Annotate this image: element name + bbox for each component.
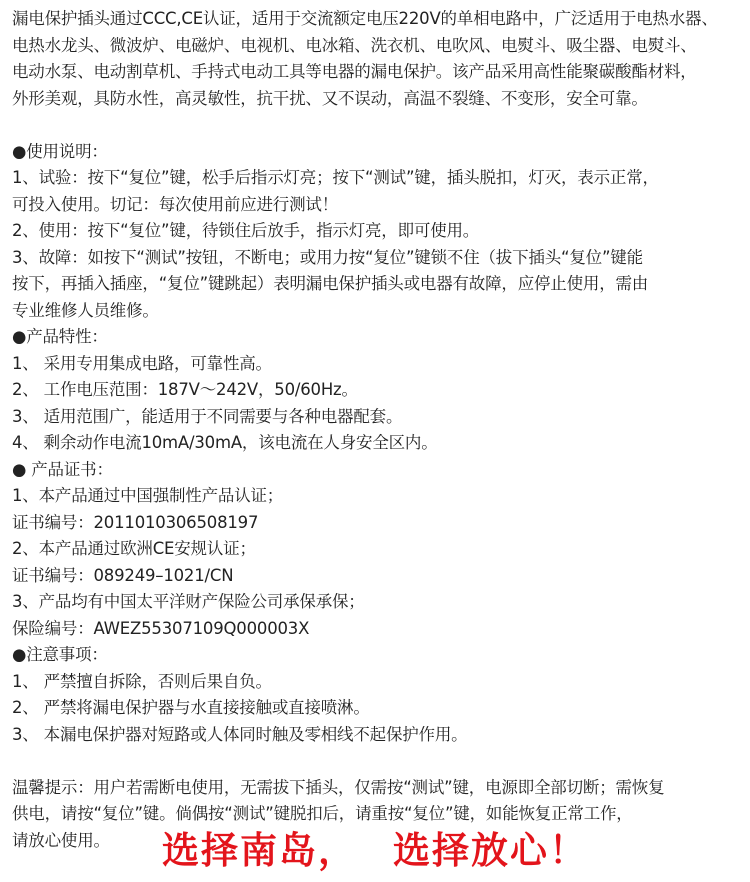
slogan-part-1: 选择南岛， bbox=[162, 829, 357, 872]
intro-line: 电热水龙头、微波炉、电磁炉、电视机、电冰箱、洗衣机、电吹风、电熨斗、吸尘器、电熨斗、 bbox=[12, 35, 697, 55]
usage-heading: ●使用说明： bbox=[12, 141, 108, 161]
usage-line: 可投入使用。切记：每次使用前应进行测试！ bbox=[12, 194, 339, 214]
features-heading: ●产品特性： bbox=[12, 327, 108, 346]
usage-line: 专业维修人员维修。 bbox=[12, 300, 159, 320]
usage-line: 3、故障：如按下“测试”按钮，不断电；或用力按“复位”键锁不住（拔下插头“复位”键能 bbox=[12, 247, 643, 267]
intro-line: 漏电保护插头通过CCC,CE认证，适用于交流额定电压220V的单相电路中，广泛适用于电热水器、 bbox=[12, 9, 718, 28]
notes-section bbox=[12, 642, 742, 748]
note-item: 2、 严禁将漏电保护器与水直接接触或直接喷淋。 bbox=[12, 698, 370, 717]
certificate-line: 证书编号：2011010306508197 bbox=[12, 512, 259, 532]
spacer bbox=[12, 112, 742, 139]
usage-line: 1、试验：按下“复位”键，松手后指示灯亮；按下“测试”键，插头脱扣，灯灭，表示正常， bbox=[12, 168, 659, 187]
certificate-line: 1、本产品通过中国强制性产品认证； bbox=[12, 486, 284, 505]
certificate-line: 保险编号：AWEZ55307109Q000003X bbox=[12, 618, 310, 638]
notes-heading: ●注意事项： bbox=[12, 645, 108, 664]
certificates-heading: ● 产品证书： bbox=[12, 459, 113, 479]
feature-item: 1、 采用专用集成电路，可靠性高。 bbox=[12, 353, 272, 373]
tip-line: 供电，请按“复位”键。倘偶按“测试”键脱扣后，请重按“复位”键，如能恢复正常工作， bbox=[12, 804, 633, 823]
usage-line: 2、使用：按下“复位”键，待锁住后放手，指示灯亮，即可使用。 bbox=[12, 221, 480, 240]
brand-slogan bbox=[0, 826, 750, 876]
intro-line: 外形美观，具防水性，高灵敏性，抗干扰、又不误动，高温不裂缝、不变形，安全可靠。 bbox=[12, 88, 648, 108]
product-instructions bbox=[12, 6, 742, 854]
certificates-section bbox=[12, 457, 742, 643]
usage-section bbox=[12, 139, 742, 325]
certificate-line: 2、本产品通过欧洲CE安规认证； bbox=[12, 539, 256, 558]
intro-paragraph bbox=[12, 6, 742, 112]
intro-line: 电动水泵、电动割草机、手持式电动工具等电器的漏电保护。该产品采用高性能聚碳酸酯材料， bbox=[12, 62, 697, 81]
tip-line: 请放心使用。 bbox=[12, 830, 110, 850]
features-section bbox=[12, 324, 742, 457]
note-item: 3、 本漏电保护器对短路或人体同时触及零相线不起保护作用。 bbox=[12, 724, 468, 744]
feature-item: 3、 适用范围广，能适用于不同需要与各种电器配套。 bbox=[12, 406, 403, 426]
feature-item: 2、 工作电压范围：187V～242V，50/60Hz。 bbox=[12, 380, 358, 399]
slogan-part-2: 选择放心！ bbox=[393, 829, 588, 872]
note-item: 1、 严禁擅自拆除，否则后果自负。 bbox=[12, 671, 272, 691]
tip-line: 温馨提示：用户若需断电使用，无需拔下插头，仅需按“测试”键，电源即全部切断；需恢复 bbox=[12, 777, 665, 797]
certificate-line: 证书编号：089249–1021/CN bbox=[12, 565, 234, 585]
usage-line: 按下，再插入插座，“复位”键跳起）表明漏电保护插头或电器有故障，应停止使用，需由 bbox=[12, 274, 649, 293]
feature-item: 4、 剩余动作电流10mA/30mA，该电流在人身安全区内。 bbox=[12, 433, 438, 452]
spacer bbox=[12, 748, 742, 775]
certificate-line: 3、产品均有中国太平洋财产保险公司承保承保； bbox=[12, 592, 365, 611]
